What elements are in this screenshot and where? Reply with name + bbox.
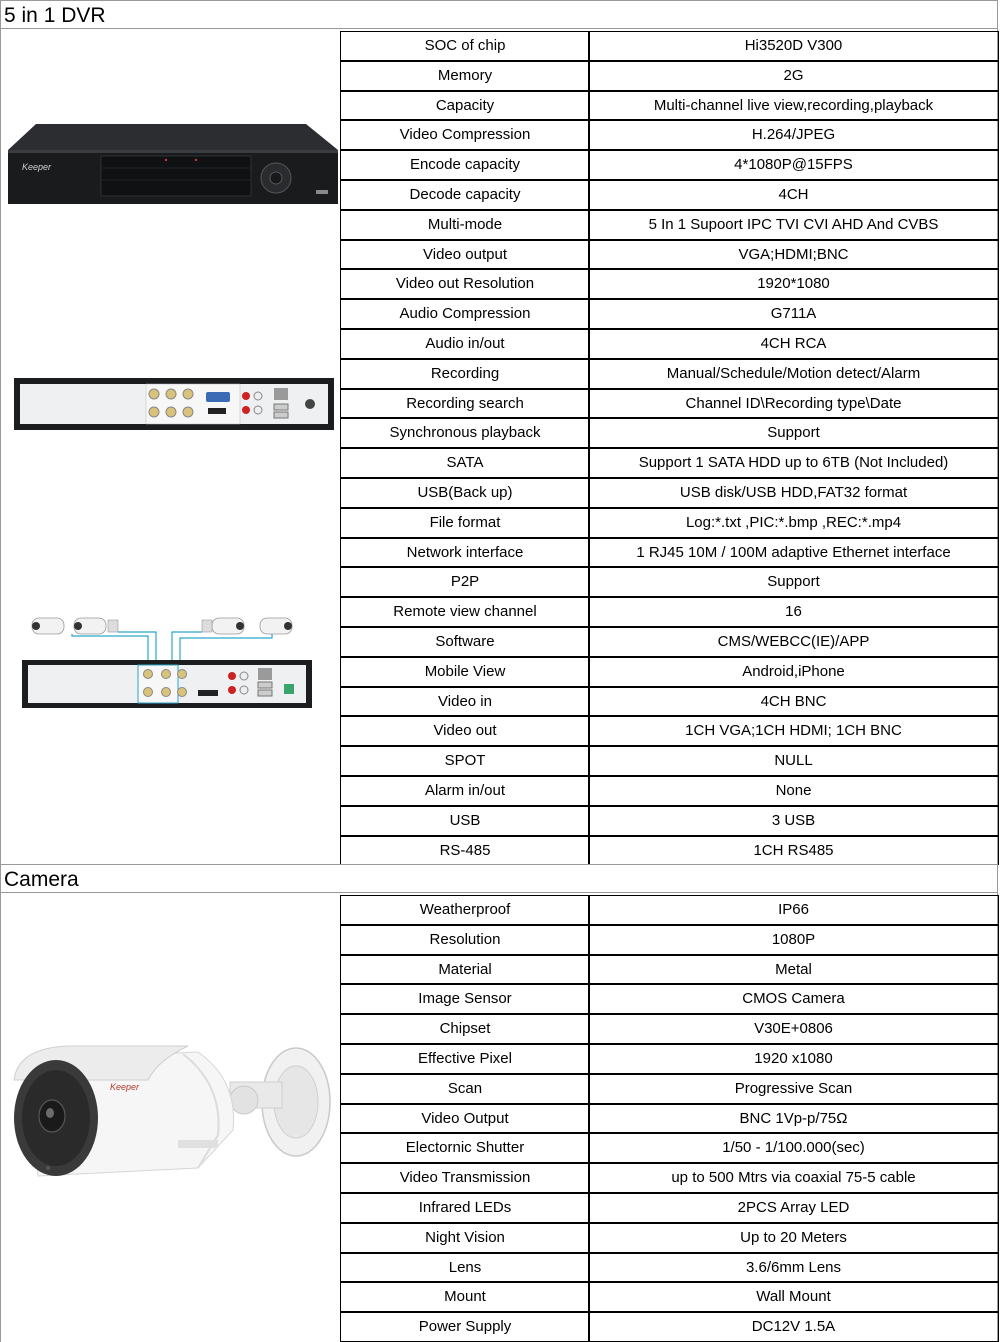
spec-row [340,91,999,121]
spec-row [340,150,999,180]
dvr-rear-drawing [14,376,334,432]
spec-label: Image Sensor [340,984,590,1014]
spec-value: Support 1 SATA HDD up to 6TB (Not Included) [588,448,999,478]
spec-row [340,1074,999,1104]
dvr-section-title: 5 in 1 DVR [0,0,998,29]
camera-section-title: Camera [0,864,998,893]
spec-row [340,299,999,329]
spec-value: 2PCS Array LED [588,1193,999,1223]
spec-row [340,120,999,150]
spec-row [340,508,999,538]
spec-label: Recording search [340,389,590,419]
spec-label: Weatherproof [340,895,590,925]
spec-label: File format [340,508,590,538]
spec-label: Alarm in/out [340,776,590,806]
spec-label: Video Transmission [340,1163,590,1193]
dvr-front-brand: Keeper [22,162,52,172]
dvr-rear-image [14,376,334,432]
spec-value: H.264/JPEG [588,120,999,150]
spec-row [340,1312,999,1342]
spec-label: Audio Compression [340,299,590,329]
spec-value: 4*1080P@15FPS [588,150,999,180]
spec-label: Synchronous playback [340,418,590,448]
spec-label: Electornic Shutter [340,1133,590,1163]
spec-value: 1920*1080 [588,269,999,299]
spec-label: SPOT [340,746,590,776]
spec-row [340,61,999,91]
spec-value: USB disk/USB HDD,FAT32 format [588,478,999,508]
spec-value: Progressive Scan [588,1074,999,1104]
spec-label: Lens [340,1253,590,1283]
spec-label: Remote view channel [340,597,590,627]
spec-label: Recording [340,359,590,389]
spec-value: Up to 20 Meters [588,1223,999,1253]
spec-value: Metal [588,955,999,985]
spec-value: IP66 [588,895,999,925]
spec-row [340,955,999,985]
spec-label: Night Vision [340,1223,590,1253]
spec-value: Support [588,418,999,448]
spec-value: 4CH RCA [588,329,999,359]
spec-row [340,806,999,836]
spec-row [340,180,999,210]
spec-value: VGA;HDMI;BNC [588,240,999,270]
spec-row [340,240,999,270]
spec-row [340,1044,999,1074]
spec-label: Memory [340,61,590,91]
spec-value: Log:*.txt ,PIC:*.bmp ,REC:*.mp4 [588,508,999,538]
spec-value: Support [588,567,999,597]
spec-row [340,1193,999,1223]
spec-value: DC12V 1.5A [588,1312,999,1342]
spec-label: RS-485 [340,836,590,866]
spec-row [340,269,999,299]
spec-label: Power Supply [340,1312,590,1342]
spec-value: NULL [588,746,999,776]
spec-value: 1CH VGA;1CH HDMI; 1CH BNC [588,716,999,746]
spec-row [340,478,999,508]
spec-row [340,1223,999,1253]
spec-value: Multi-channel live view,recording,playback [588,91,999,121]
spec-value: 1080P [588,925,999,955]
spec-label: Audio in/out [340,329,590,359]
dvr-front-drawing [6,120,340,210]
spec-row [340,1282,999,1312]
spec-value: Wall Mount [588,1282,999,1312]
spec-row [340,1163,999,1193]
spec-row [340,418,999,448]
spec-row [340,836,999,866]
spec-row [340,657,999,687]
spec-label: Video Compression [340,120,590,150]
spec-value: Android,iPhone [588,657,999,687]
spec-row [340,1133,999,1163]
spec-row [340,210,999,240]
spec-value: 16 [588,597,999,627]
spec-value: CMS/WEBCC(IE)/APP [588,627,999,657]
spec-label: SATA [340,448,590,478]
spec-label: P2P [340,567,590,597]
spec-label: Encode capacity [340,150,590,180]
spec-row [340,1014,999,1044]
dvr-front-image [6,120,340,210]
spec-row [340,1104,999,1134]
spec-row [340,687,999,717]
spec-label: USB [340,806,590,836]
spec-value: CMOS Camera [588,984,999,1014]
spec-label: Effective Pixel [340,1044,590,1074]
spec-row [340,984,999,1014]
spec-row [340,31,999,61]
spec-value: G711A [588,299,999,329]
spec-label: Infrared LEDs [340,1193,590,1223]
camera-image [8,1040,334,1190]
spec-label: Scan [340,1074,590,1104]
spec-value: 3 USB [588,806,999,836]
spec-row [340,925,999,955]
spec-label: Video out [340,716,590,746]
bullet-camera-drawing [8,1040,334,1190]
spec-value: Hi3520D V300 [588,31,999,61]
spec-row [340,776,999,806]
spec-row [340,895,999,925]
spec-value: 4CH BNC [588,687,999,717]
spec-value: None [588,776,999,806]
spec-row [340,746,999,776]
spec-value: BNC 1Vp-p/75Ω [588,1104,999,1134]
spec-value: 1/50 - 1/100.000(sec) [588,1133,999,1163]
spec-label: Chipset [340,1014,590,1044]
spec-label: Video Output [340,1104,590,1134]
spec-row [340,597,999,627]
spec-label: Video in [340,687,590,717]
spec-label: Network interface [340,538,590,568]
spec-label: USB(Back up) [340,478,590,508]
spec-label: Mobile View [340,657,590,687]
spec-value: Channel ID\Recording type\Date [588,389,999,419]
spec-value: Manual/Schedule/Motion detect/Alarm [588,359,999,389]
spec-value: up to 500 Mtrs via coaxial 75-5 cable [588,1163,999,1193]
spec-row [340,538,999,568]
spec-row [340,627,999,657]
camera-brand: Keeper [110,1082,140,1092]
spec-value: 1CH RS485 [588,836,999,866]
dvr-connection-image [22,610,322,710]
spec-label: Material [340,955,590,985]
spec-row [340,389,999,419]
dvr-connection-drawing [22,610,322,710]
spec-row [340,1253,999,1283]
spec-value: 2G [588,61,999,91]
spec-value: 4CH [588,180,999,210]
spec-value: 5 In 1 Supoort IPC TVI CVI AHD And CVBS [588,210,999,240]
spec-label: Video output [340,240,590,270]
spec-row [340,567,999,597]
spec-row [340,716,999,746]
spec-row [340,359,999,389]
spec-label: Software [340,627,590,657]
spec-value: V30E+0806 [588,1014,999,1044]
spec-label: Decode capacity [340,180,590,210]
spec-label: Capacity [340,91,590,121]
spec-label: Video out Resolution [340,269,590,299]
spec-label: Mount [340,1282,590,1312]
spec-value: 1920 x1080 [588,1044,999,1074]
spec-label: SOC of chip [340,31,590,61]
spec-label: Multi-mode [340,210,590,240]
spec-row [340,329,999,359]
spec-value: 1 RJ45 10M / 100M adaptive Ethernet interface [588,538,999,568]
spec-row [340,448,999,478]
spec-label: Resolution [340,925,590,955]
spec-value: 3.6/6mm Lens [588,1253,999,1283]
